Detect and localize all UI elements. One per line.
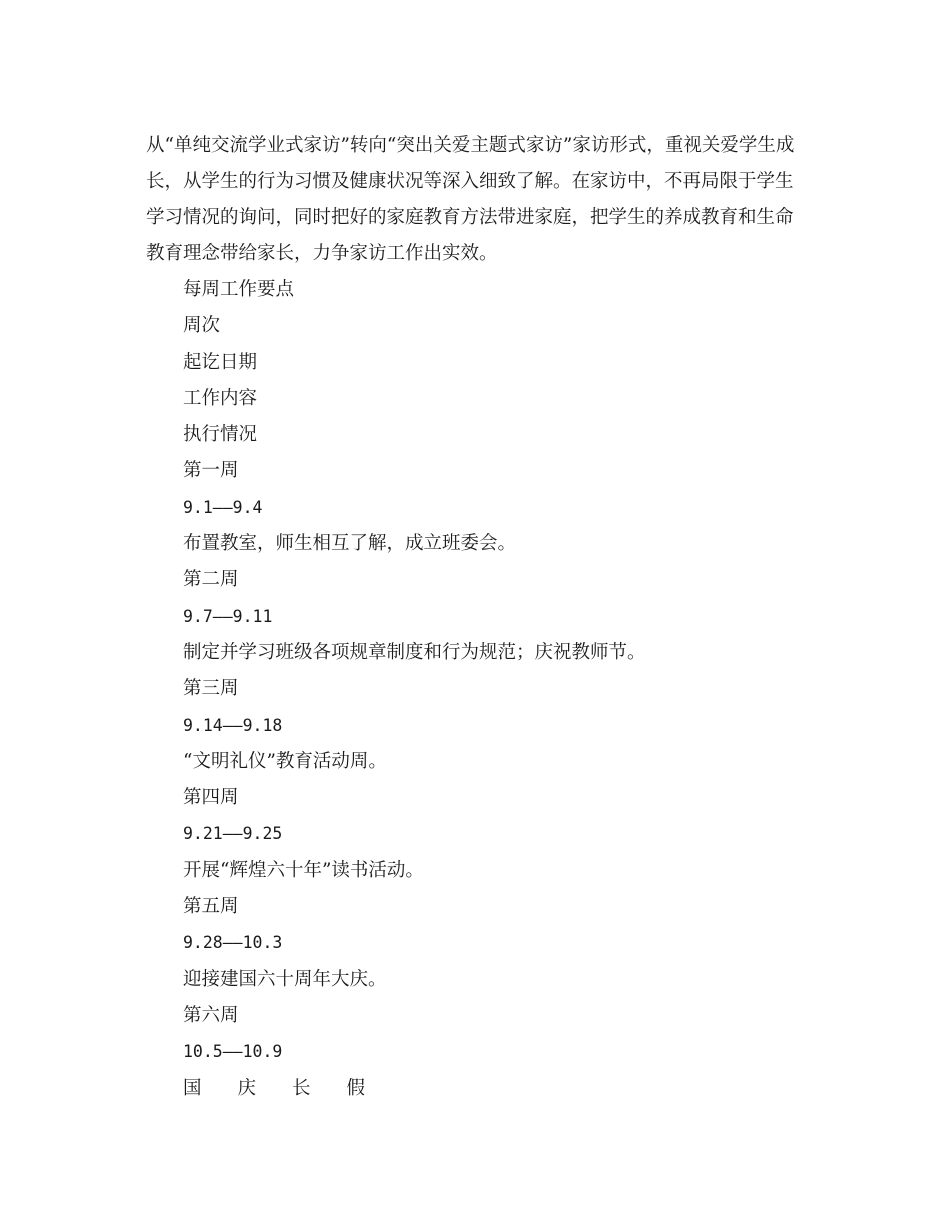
- weekly-plan-list: [183, 272, 823, 1107]
- table-header-content: 工作内容: [183, 387, 258, 409]
- week-dates: 10.5——10.9: [183, 1042, 283, 1062]
- week-dates: 9.28——10.3: [183, 933, 283, 953]
- week-label: 第一周: [183, 460, 239, 482]
- week-content: 国庆长假: [183, 1077, 402, 1099]
- week-content: 开展“辉煌六十年”读书活动。: [183, 859, 424, 881]
- week-dates: 9.1——9.4: [183, 497, 263, 517]
- intro-line: 教育理念带给家长，力争家访工作出实效。: [146, 243, 498, 264]
- table-header-status: 执行情况: [183, 424, 258, 446]
- week-label: 第三周: [183, 678, 239, 700]
- week-dates: 9.21——9.25: [183, 824, 283, 844]
- week-label: 第六周: [183, 1004, 239, 1026]
- week-label: 第二周: [183, 569, 239, 591]
- week-content: 布置教室，师生相互了解，成立班委会。: [183, 533, 517, 555]
- intro-line: 从“单纯交流学业式家访”转向“突出关爱主题式家访”家访形式，重视关爱学生成: [146, 135, 795, 156]
- intro-line: 长，从学生的行为习惯及健康状况等深入细致了解。在家访中，不再局限于学生: [146, 171, 794, 192]
- week-content: “文明礼仪”教育活动周。: [183, 750, 387, 772]
- section-title: 每周工作要点: [183, 279, 295, 300]
- intro-line: 学习情况的询问，同时把好的家庭教育方法带进家庭，把学生的养成教育和生命: [146, 207, 794, 228]
- table-header-week: 周次: [183, 315, 221, 337]
- week-content: 迎接建国六十周年大庆。: [183, 968, 387, 990]
- week-dates: 9.14——9.18: [183, 715, 283, 735]
- week-dates: 9.7——9.11: [183, 606, 273, 626]
- intro-paragraph: [146, 128, 806, 272]
- week-label: 第四周: [183, 787, 239, 809]
- week-content: 制定并学习班级各项规章制度和行为规范；庆祝教师节。: [183, 641, 646, 663]
- table-header-dates: 起讫日期: [183, 351, 258, 373]
- week-label: 第五周: [183, 896, 239, 918]
